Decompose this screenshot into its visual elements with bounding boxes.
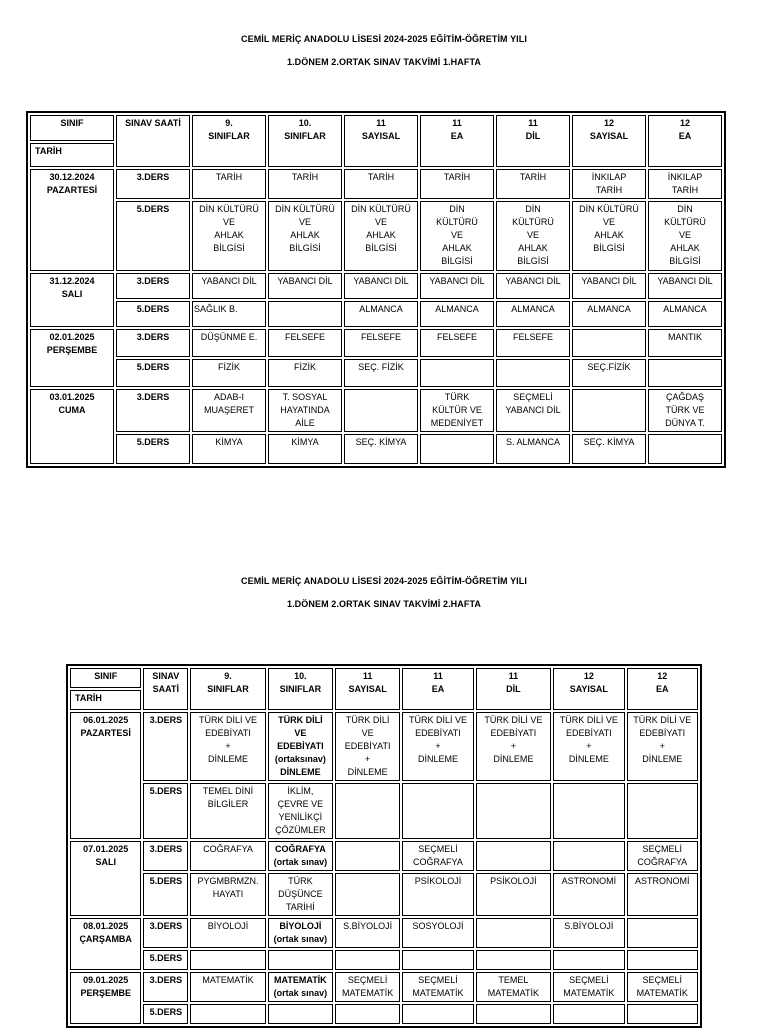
exam-row [70,873,698,916]
exam-cell: DİN KÜLTÜRÜ VE AHLAK BİLGİSİ [572,201,646,271]
exam-period: 3.DERS [143,841,188,871]
header-class-3: 11 SAYISAL [344,115,418,167]
exam-row [70,918,698,948]
exam-date: 02.01.2025 PERŞEMBE [30,329,114,387]
exam-cell: TÜRK DİLİ VE EDEBİYATI + DİNLEME [553,712,624,781]
exam-cell [627,1004,698,1024]
header-class-6: 12 SAYISAL [553,668,624,710]
exam-cell: S.BİYOLOJİ [553,918,624,948]
exam-cell: FELSEFE [496,329,570,357]
exam-cell: SEÇ. KİMYA [572,434,646,464]
exam-cell [572,329,646,357]
exam-date: 06.01.2025 PAZARTESİ [70,712,141,839]
exam-cell: BİYOLOJİ [190,918,265,948]
exam-cell: İNKILAP TARİH [648,169,722,199]
exam-date: 03.01.2025 CUMA [30,389,114,464]
header-sinif: SINIF [70,668,141,688]
exam-cell: MATEMATİK [190,972,265,1002]
exam-period: 3.DERS [116,169,190,199]
exam-cell [553,841,624,871]
exam-cell: YABANCI DİL [648,273,722,299]
exam-cell: YABANCI DİL [572,273,646,299]
week2-title: CEMİL MERİÇ ANADOLU LİSESİ 2024-2025 EĞİTİM-ÖĞRETİM YILI [241,576,527,586]
exam-cell [627,783,698,839]
exam-cell: TÜRK DİLİ VE EDEBİYATI + DİNLEME [190,712,265,781]
exam-cell: ADAB-I MUAŞERET [192,389,266,432]
exam-cell: TÜRK DİLİ VE EDEBİYATI (ortaksınav) DİNLEME [268,712,333,781]
exam-cell [627,950,698,970]
exam-cell [627,918,698,948]
exam-row [30,434,722,464]
exam-row [30,359,722,387]
exam-cell: TARİH [192,169,266,199]
exam-row [70,841,698,871]
exam-cell [402,1004,473,1024]
exam-cell: DİN KÜLTÜRÜ VE AHLAK BİLGİSİ [268,201,342,271]
exam-cell [476,783,551,839]
exam-cell: TARİH [268,169,342,199]
exam-cell: DİN KÜLTÜRÜ VE AHLAK BİLGİSİ [192,201,266,271]
exam-cell: FİZİK [268,359,342,387]
exam-cell: TÜRK DÜŞÜNCE TARİHİ [268,873,333,916]
exam-row [30,201,722,271]
exam-cell [553,1004,624,1024]
exam-cell: SEÇ. FİZİK [344,359,418,387]
exam-cell: ALMANCA [496,301,570,327]
exam-cell [335,1004,400,1024]
exam-cell: YABANCI DİL [268,273,342,299]
exam-cell: TÜRK DİLİ VE EDEBİYATI + DİNLEME [476,712,551,781]
exam-cell: S. ALMANCA [496,434,570,464]
exam-row [70,1004,698,1024]
exam-cell: SEÇMELİ MATEMATİK [402,972,473,1002]
header-row [70,668,698,688]
exam-cell: SAĞLIK B. [192,301,266,327]
exam-period: 3.DERS [116,389,190,432]
exam-date: 09.01.2025 PERŞEMBE [70,972,141,1024]
exam-cell: KİMYA [192,434,266,464]
exam-cell [572,389,646,432]
exam-period: 3.DERS [116,273,190,299]
exam-period: 5.DERS [116,301,190,327]
header-class-4: 11 EA [420,115,494,167]
exam-cell [344,389,418,432]
exam-cell [268,950,333,970]
exam-cell [553,783,624,839]
exam-cell: SEÇMELİ MATEMATİK [335,972,400,1002]
exam-cell: TEMEL MATEMATİK [476,972,551,1002]
exam-cell: TÜRK DİLİ VE EDEBİYATI + DİNLEME [627,712,698,781]
header-class-6: 12 SAYISAL [572,115,646,167]
exam-cell [496,359,570,387]
exam-cell [402,783,473,839]
week2-subtitle: 1.DÖNEM 2.ORTAK SINAV TAKVİMİ 2.HAFTA [286,599,482,609]
exam-row [70,972,698,1002]
exam-cell: T. SOSYAL HAYATINDA AİLE [268,389,342,432]
header-tarih: TARİH [30,143,114,167]
week1-schedule-table [26,111,726,468]
exam-cell [190,1004,265,1024]
header-class-3: 11 SAYISAL [335,668,400,710]
exam-cell: FELSEFE [268,329,342,357]
exam-cell: İKLİM, ÇEVRE VE YENİLİKÇİ ÇÖZÜMLER [268,783,333,839]
exam-cell: DİN KÜLTÜRÜ VE AHLAK BİLGİSİ [420,201,494,271]
exam-date: 07.01.2025 SALI [70,841,141,916]
header-class-2: 10. SINIFLAR [268,115,342,167]
exam-cell: DÜŞÜNME E. [192,329,266,357]
header-class-5: 11 DİL [476,668,551,710]
exam-cell: İNKILAP TARİH [572,169,646,199]
exam-cell [268,301,342,327]
exam-cell: YABANCI DİL [420,273,494,299]
exam-cell [648,359,722,387]
exam-cell: TÜRK DİLİ VE EDEBİYATI + DİNLEME [402,712,473,781]
exam-cell: SEÇ.FİZİK [572,359,646,387]
exam-period: 5.DERS [143,950,188,970]
week1-title: CEMİL MERİÇ ANADOLU LİSESİ 2024-2025 EĞİTİM-ÖĞRETİM YILI [241,34,527,44]
exam-cell: SEÇMELİ MATEMATİK [627,972,698,1002]
week1-subtitle: 1.DÖNEM 2.ORTAK SINAV TAKVİMİ 1.HAFTA [286,57,482,67]
exam-date: 31.12.2024 SALI [30,273,114,327]
exam-period: 3.DERS [143,712,188,781]
exam-cell: ASTRONOMİ [553,873,624,916]
exam-cell: TÜRK DİLİ VE EDEBİYATI + DİNLEME [335,712,400,781]
exam-cell: YABANCI DİL [344,273,418,299]
exam-cell: FELSEFE [420,329,494,357]
exam-cell: SEÇMELİ COĞRAFYA [402,841,473,871]
exam-cell [648,434,722,464]
exam-cell: S.BİYOLOJİ [335,918,400,948]
header-class-2: 10. SINIFLAR [268,668,333,710]
exam-row [30,301,722,327]
exam-cell [476,841,551,871]
exam-cell [476,918,551,948]
exam-cell: SOSYOLOJİ [402,918,473,948]
header-class-5: 11 DİL [496,115,570,167]
header-row [30,115,722,141]
exam-period: 3.DERS [143,918,188,948]
exam-period: 5.DERS [143,1004,188,1024]
exam-cell: ÇAĞDAŞ TÜRK VE DÜNYA T. [648,389,722,432]
exam-cell: YABANCI DİL [192,273,266,299]
exam-date: 30.12.2024 PAZARTESİ [30,169,114,271]
exam-cell [335,950,400,970]
exam-cell: FİZİK [192,359,266,387]
exam-date: 08.01.2025 ÇARŞAMBA [70,918,141,970]
exam-period: 5.DERS [143,783,188,839]
exam-cell [553,950,624,970]
exam-cell: DİN KÜLTÜRÜ VE AHLAK BİLGİSİ [648,201,722,271]
exam-cell: FELSEFE [344,329,418,357]
exam-row [70,950,698,970]
exam-cell: ALMANCA [648,301,722,327]
header-sinav-saati: SINAV SAATİ [116,115,190,167]
exam-cell: ALMANCA [572,301,646,327]
exam-cell: MATEMATİK (ortak sınav) [268,972,333,1002]
exam-cell [476,950,551,970]
exam-row [30,329,722,357]
exam-cell [402,950,473,970]
exam-cell: TARİH [496,169,570,199]
header-class-1: 9. SINIFLAR [192,115,266,167]
exam-cell [335,873,400,916]
exam-cell: SEÇMELİ COĞRAFYA [627,841,698,871]
exam-cell [420,359,494,387]
exam-cell [268,1004,333,1024]
exam-cell: COĞRAFYA [190,841,265,871]
exam-cell: MANTIK [648,329,722,357]
exam-cell: ALMANCA [420,301,494,327]
header-sinav-saati: SINAV SAATİ [143,668,188,710]
exam-period: 5.DERS [116,359,190,387]
week2-schedule-table [66,664,702,1028]
exam-row [30,273,722,299]
header-tarih: TARİH [70,690,141,710]
exam-cell: YABANCI DİL [496,273,570,299]
header-class-4: 11 EA [402,668,473,710]
exam-cell: PSİKOLOJİ [402,873,473,916]
exam-cell: SEÇMELİ YABANCI DİL [496,389,570,432]
exam-period: 3.DERS [143,972,188,1002]
exam-cell: PYGMBRMZN. HAYATI [190,873,265,916]
exam-cell: TEMEL DİNİ BİLGİLER [190,783,265,839]
exam-cell: TARİH [420,169,494,199]
exam-cell: SEÇ. KİMYA [344,434,418,464]
exam-row [30,389,722,432]
exam-cell: COĞRAFYA (ortak sınav) [268,841,333,871]
exam-row [70,712,698,781]
exam-cell: TARİH [344,169,418,199]
exam-cell [420,434,494,464]
header-class-7: 12 EA [627,668,698,710]
exam-period: 5.DERS [116,201,190,271]
exam-period: 3.DERS [116,329,190,357]
header-sinif: SINIF [30,115,114,141]
exam-cell: SEÇMELİ MATEMATİK [553,972,624,1002]
exam-cell [335,783,400,839]
exam-cell: ASTRONOMİ [627,873,698,916]
exam-cell: TÜRK KÜLTÜR VE MEDENİYET [420,389,494,432]
exam-cell: BİYOLOJİ (ortak sınav) [268,918,333,948]
exam-cell: DİN KÜLTÜRÜ VE AHLAK BİLGİSİ [496,201,570,271]
exam-cell: ALMANCA [344,301,418,327]
exam-cell [190,950,265,970]
exam-cell: PSİKOLOJİ [476,873,551,916]
exam-cell [335,841,400,871]
header-class-1: 9. SINIFLAR [190,668,265,710]
exam-cell: DİN KÜLTÜRÜ VE AHLAK BİLGİSİ [344,201,418,271]
exam-period: 5.DERS [116,434,190,464]
exam-cell: KİMYA [268,434,342,464]
exam-row [70,783,698,839]
header-class-7: 12 EA [648,115,722,167]
exam-row [30,169,722,199]
exam-cell [476,1004,551,1024]
exam-period: 5.DERS [143,873,188,916]
